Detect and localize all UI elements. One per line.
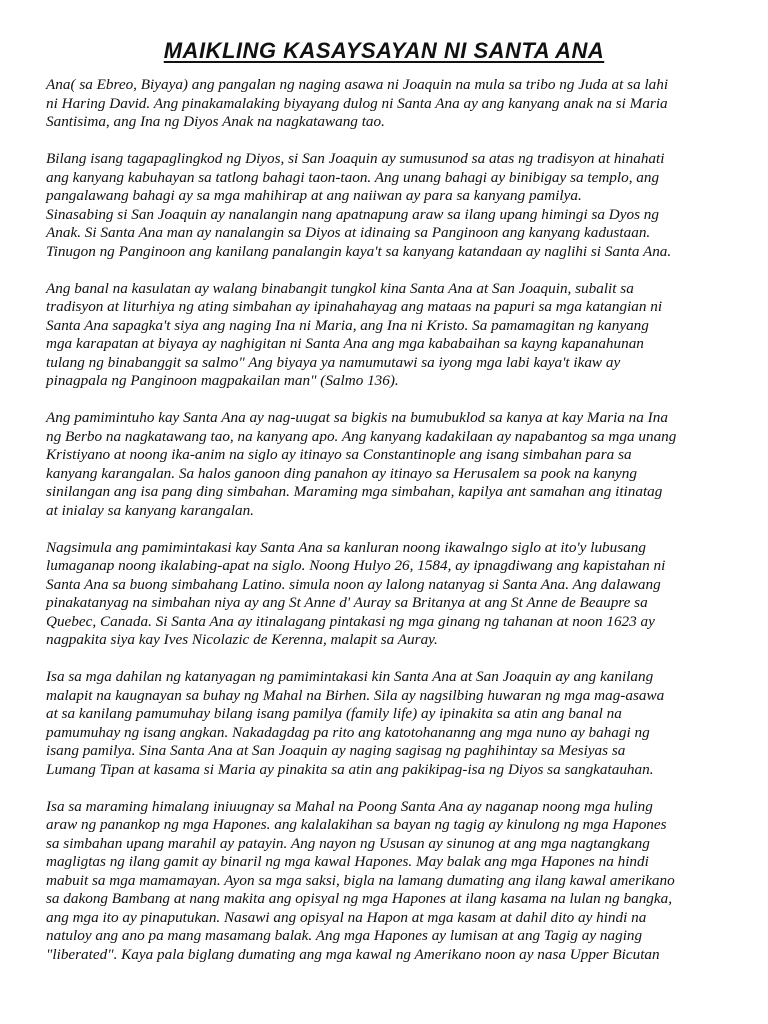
text-line: Anak. Si Santa Ana man ay nanalangin sa Diyos at idinaing sa Panginoon ang kanyang kadustaan. (46, 224, 651, 241)
text-line: pinagpala ng Panginoon magpakailan man" (Salmo 136). (46, 372, 399, 389)
text-line: sa dakong Bambang at nang makita ang opisyal ng mga Hapones at ilang kasama na lulan ng bangka, (46, 890, 673, 907)
text-line: Bilang isang tagapaglingkod ng Diyos, si San Joaquin ay sumusunod sa atas ng tradisyon at hinahati (46, 150, 665, 167)
text-line: Santa Ana sapagka't siya ang naging Ina ni Maria, ang Ina ni Kristo. Sa pamamagitan ng kanyang (46, 316, 649, 334)
text-line: pangalawang bahagi ay sa mga mahihirap at ang naiiwan ay para sa kanyang pamilya. (46, 187, 582, 204)
page-title: MAIKLING KASAYSAYAN NI SANTA ANA (163, 38, 605, 63)
text-line: Quebec, Canada. Si Santa Ana ay itinalagang pintakasi ng mga ginang ng tahanan at noon 1623 ay (46, 612, 655, 630)
text-line: nagpakita siya kay Ives Nicolazic de Kerenna, malapit sa Auray. (46, 631, 438, 648)
text-line: tradisyon at liturhiya ng ating simbahan ay ipinahahayag ang mataas na papuri sa mga katangian ni (46, 298, 663, 315)
text-line: Isa sa maraming himalang iniuugnay sa Mahal na Poong Santa Ana ay naganap noong mga huling (46, 797, 653, 815)
text-line: Ang pamimintuho kay Santa Ana ay nag-uugat sa bigkis na bumubuklod sa kanya at kay Maria na Ina (46, 409, 668, 426)
text-line: Santa Ana sa buong simbahang Latino. simula noon ay lalong natanyag si Santa Ana. Ang dalawang (46, 575, 661, 593)
paragraph-2 (46, 150, 736, 261)
paragraph-1 (46, 76, 736, 132)
paragraph-4 (46, 409, 736, 520)
text-line: Santisima, ang Ina ng Diyos Anak na nagkatawang tao. (46, 113, 385, 130)
text-line: Nagsimula ang pamimintakasi kay Santa Ana sa kanluran noong ikawalngo siglo at ito'y lubusang (46, 538, 646, 556)
paragraph-5 (46, 539, 736, 650)
text-line: isang pamilya. Sina Santa Ana at San Joaquin ay naging sagisag ng paghihintay sa Mesiyas sa (46, 742, 626, 759)
text-line: ng Berbo na nagkatawang tao, na kanyang apo. Ang kanyang kadakilaan ay napabantog sa mga unang (46, 427, 677, 445)
text-line: sinilangan ang isa pang ding simbahan. Maraming mga simbahan, kapilya ant samahan ang itinatag (46, 483, 663, 500)
text-line: ni Haring David. Ang pinakamalaking biyayang dulog ni Santa Ana ay ang kanyang anak na si Maria (46, 94, 668, 112)
text-line: ang kanyang kabuhayan sa tatlong bahagi taon-taon. Ang unang bahagi ay binibigay sa templo, ang (46, 168, 660, 186)
text-line: pamumuhay ng isang angkan. Nakadagdag pa rito ang katotohananng ang mga nuno ay bahagi ng (46, 723, 650, 741)
text-line: Ang banal na kasulatan ay walang binabangit tungkol kina Santa Ana at San Joaquin, subalit sa (46, 279, 634, 297)
text-line: pinakatanyag na simbahan niya ay ang St Anne d' Auray sa Britanya at ang St Anne de Beaupre sa (46, 594, 648, 611)
text-line: araw ng panankop ng mga Hapones. ang kalalakihan sa bayan ng tagig ay kinulong ng mga Hapones (46, 816, 667, 833)
text-line: sa simbahan upang marahil ay patayin. Ang nayon ng Ususan ay sinunog at ang mga nagtangkang (46, 834, 650, 852)
text-line: Sinasabing si San Joaquin ay nanalangin nang apatnapung araw sa ilang upang himingi sa Dyos ng (46, 205, 659, 223)
text-line: Lumang Tipan at kasama si Maria ay pinakita sa atin ang pakikipag-isa ng Diyos sa sangkatauhan. (46, 760, 654, 778)
text-line: tulang ng binabanggit sa salmo" Ang biyaya ya namumutawi sa iyong mga labi kaya't ikaw ay (46, 353, 621, 371)
paragraph-6 (46, 668, 736, 779)
text-line: Isa sa mga dahilan ng katanyagan ng pamimintakasi kin Santa Ana at San Joaquin ay ang kanilang (46, 668, 654, 685)
paragraph-7 (46, 798, 736, 965)
text-line: at inialay sa kanyang karangalan. (46, 501, 254, 519)
text-line: mga karapatan at biyaya ay naghigitan ni Santa Ana ang mga kababaihan sa kayng kapanahunan (46, 335, 644, 352)
text-line: Tinugon ng Panginoon ang kanilang panalangin kaya't sa kanyang katandaan ay naglihi si Santa Ana. (46, 242, 672, 260)
text-line: natuloy ang ano pa mang masamang balak. Ang mga Hapones ay lumisan at ang Tagig ay naging (46, 927, 643, 944)
text-line: magligtas ng ilang gamit ay binaril ng mga kawal Hapones. May balak ang mga Hapones na hindi (46, 853, 649, 870)
text-line: kanyang karangalan. Sa halos ganoon ding panahon ay itinayo sa Herusalem sa pook na kanyng (46, 464, 637, 482)
text-line: "liberated". Kaya pala biglang dumating ang mga kawal ng Amerikano noon ay nasa Upper Bicutan (46, 945, 660, 963)
text-line: mabuit sa mga mamamayan. Ayon sa mga saksi, bigla na lamang dumating ang ilang kawal amerikano (46, 871, 675, 889)
text-line: Kristiyano at noong ika-anim na siglo ay itinayo sa Constantinople ang isang simbahan para sa (46, 446, 632, 463)
paragraph-3 (46, 280, 736, 391)
document-body (46, 76, 736, 983)
text-line: ang mga ito ay pinaputukan. Nasawi ang opisyal na Hapon at mga kasam at dahil dito ay hindi na (46, 908, 647, 926)
text-line: at sa kanilang pamumuhay bilang isang pamilya (family life) ay ipinakita sa atin ang banal na (46, 705, 622, 722)
text-line: Ana( sa Ebreo, Biyaya) ang pangalan ng naging asawa ni Joaquin na mula sa tribo ng Juda at sa lahi (46, 76, 669, 93)
text-line: malapit na kaugnayan sa buhay ng Mahal na Birhen. Sila ay nagsilbing huwaran ng mga mag-asawa (46, 686, 665, 704)
text-line: lumaganap noong ikalabing-apat na siglo. Noong Hulyo 26, 1584, ay ipnagdiwang ang kapistahan ni (46, 557, 666, 574)
